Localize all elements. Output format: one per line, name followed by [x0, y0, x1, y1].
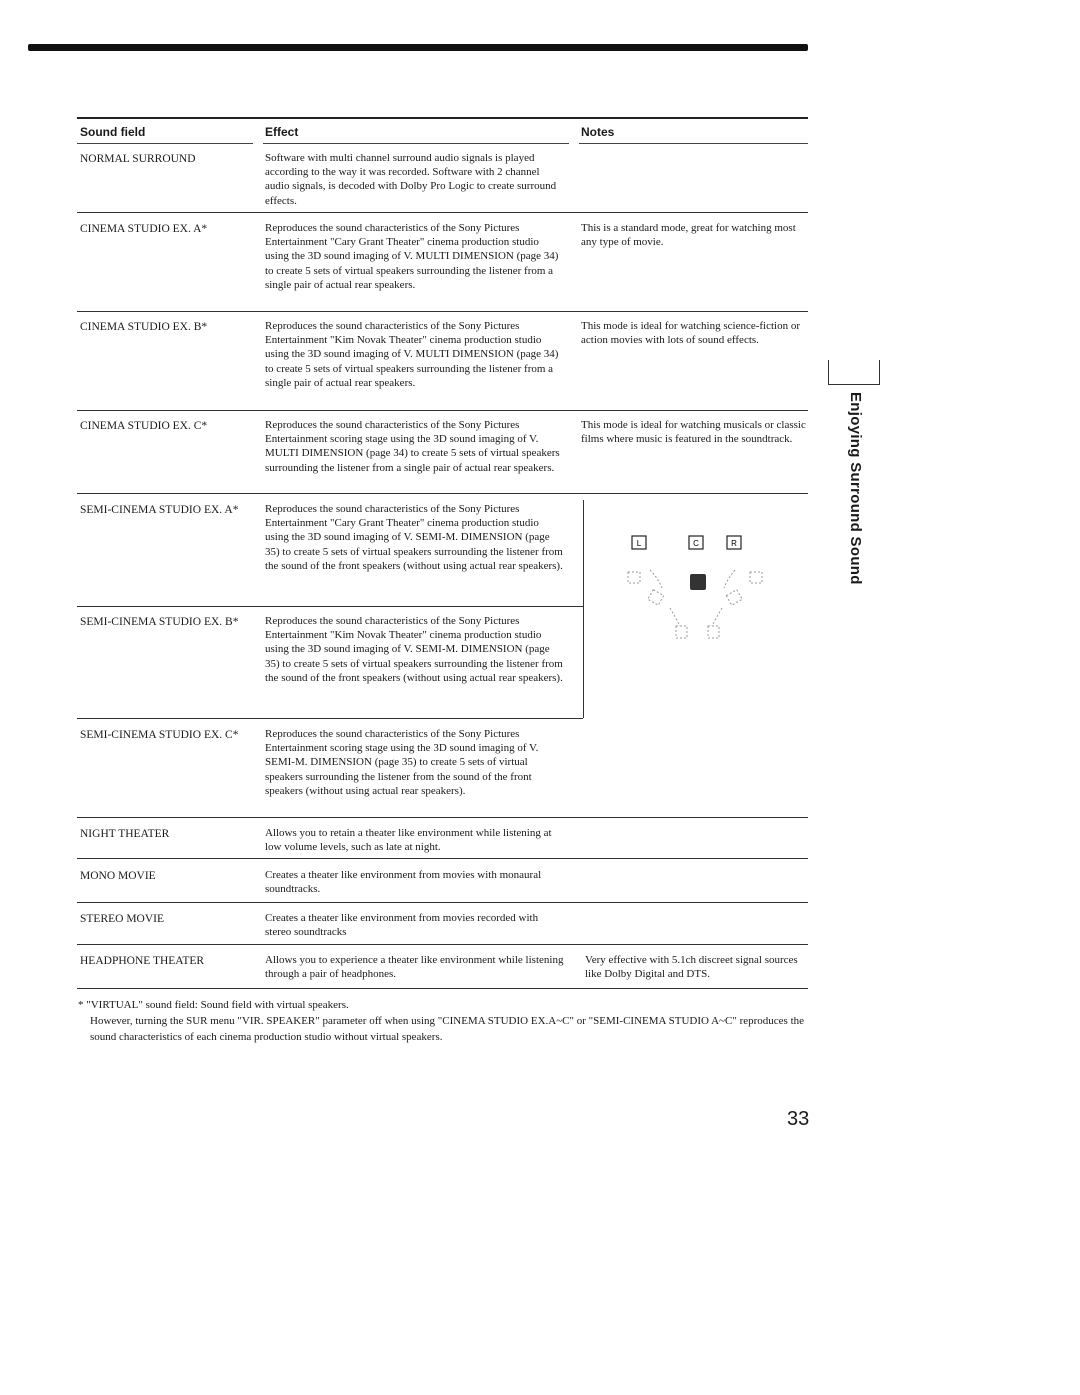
row-divider	[77, 944, 808, 945]
row-cinema-b-name: CINEMA STUDIO EX. B*	[80, 321, 208, 333]
row-cinema-b-effect: Reproduces the sound characteristics of the Sony Pictures Entertainment "Kim Novak Theater" cinema production studio using the 3D sound imaging of V. MULTI DIMENSION (page 34) to create 5 sets of virtual speakers surrounding the listener from a single pair of actual rear speakers.	[265, 320, 559, 389]
row-divider	[77, 902, 808, 903]
row-semi-a-effect: Reproduces the sound characteristics of the Sony Pictures Entertainment "Cary Grant Theater" cinema production studio using the 3D sound imaging of V. SEMI-M. DIMENSION (page 35) to create 5 sets of virtual speakers surrounding the listener from the sound of the front speakers (without using actual rear speakers).	[265, 503, 563, 572]
row-divider	[77, 817, 808, 818]
row-divider	[77, 311, 808, 312]
table-top-rule	[77, 117, 808, 119]
row-night-theater-name: NIGHT THEATER	[80, 828, 170, 840]
row-mono-movie-effect: Creates a theater like environment from movies with monaural soundtracks.	[265, 869, 542, 896]
footnote	[78, 997, 813, 1045]
row-stereo-movie-effect: Creates a theater like environment from movies recorded with stereo soundtracks	[265, 912, 539, 939]
row-cinema-a-effect: Reproduces the sound characteristics of the Sony Pictures Entertainment "Cary Grant Theater" cinema production studio using the 3D sound imaging of V. MULTI DIMENSION (page 34) to create 5 sets of virtual speakers surrounding the listener from a single pair of actual rear speakers.	[265, 222, 559, 291]
row-divider	[77, 493, 808, 494]
chapter-title: Enjoying Surround Sound	[847, 392, 864, 585]
row-cinema-c-name: CINEMA STUDIO EX. C*	[80, 420, 208, 432]
table-bottom-rule	[77, 988, 808, 989]
header-underline	[77, 143, 253, 144]
row-cinema-a-note: This is a standard mode, great for watching most any type of movie.	[581, 222, 796, 249]
row-normal-surround-name: NORMAL SURROUND	[80, 153, 196, 165]
row-cinema-c-note: This mode is ideal for watching musicals or classic films where music is featured in the soundtrack.	[581, 419, 806, 446]
row-mono-movie-name: MONO MOVIE	[80, 870, 156, 882]
notes-column-divider	[583, 500, 584, 718]
listener-icon	[690, 574, 706, 590]
row-headphone-theater-note: Very effective with 5.1ch discreet signal sources like Dolby Digital and DTS.	[585, 954, 798, 981]
row-headphone-theater-name: HEADPHONE THEATER	[80, 955, 205, 967]
header-sound-field: Sound field	[80, 125, 146, 139]
virtual-speaker-icon	[648, 590, 664, 606]
row-divider	[77, 858, 808, 859]
virtual-speaker-icon	[726, 590, 742, 606]
row-semi-a-name: SEMI-CINEMA STUDIO EX. A*	[80, 504, 239, 516]
row-divider	[77, 606, 583, 607]
virtual-speaker-icon	[750, 572, 762, 583]
footnote-line-2: However, turning the SUR menu "VIR. SPEAKER" parameter off when using "CINEMA STUDIO EX.A~C" or "SEMI-CINEMA STUDIO A~C" reproduces the sound characteristics of each cinema production studio without virtual speakers.	[90, 1015, 805, 1043]
row-semi-b-effect: Reproduces the sound characteristics of the Sony Pictures Entertainment "Kim Novak Theater" cinema production studio using the 3D sound imaging of V. SEMI-M. DIMENSION (page 35) to create 5 sets of virtual speakers surrounding the listener from the sound of the front speakers (without using actual rear speakers).	[265, 615, 563, 684]
chapter-tab-marker	[828, 360, 880, 385]
row-divider	[77, 410, 808, 411]
speaker-layout-diagram	[610, 530, 780, 650]
page-number: 33	[787, 1108, 810, 1130]
row-night-theater-effect: Allows you to retain a theater like environment while listening at low volume levels, such as late at night.	[265, 827, 552, 854]
speaker-label-c: C	[693, 539, 699, 548]
row-semi-c-effect: Reproduces the sound characteristics of the Sony Pictures Entertainment scoring stage using the 3D sound imaging of V. SEMI-M. DIMENSION (page 35) to create 5 sets of virtual speakers surrounding the listener from the sound of the front speakers (without using actual rear speakers).	[265, 728, 539, 797]
row-divider	[77, 718, 583, 719]
row-headphone-theater-effect: Allows you to experience a theater like environment while listening through a pair of headphones.	[265, 954, 564, 981]
virtual-speaker-icon	[676, 626, 687, 638]
speaker-diagram-svg	[610, 530, 780, 650]
virtual-speaker-icon	[708, 626, 719, 638]
header-notes: Notes	[581, 125, 615, 139]
chapter-side-label	[836, 392, 866, 585]
row-stereo-movie-name: STEREO MOVIE	[80, 913, 165, 925]
speaker-label-r: R	[731, 539, 737, 548]
row-divider	[77, 212, 808, 213]
header-underline	[263, 143, 569, 144]
row-normal-surround-effect: Software with multi channel surround audio signals is played according to the way it was recorded. Software with 2 channel audio signals, is decoded with Dolby Pro Logic to create surround effects.	[265, 152, 557, 207]
speaker-label-l: L	[636, 539, 642, 548]
top-rule	[28, 44, 808, 51]
header-effect: Effect	[265, 125, 299, 139]
row-cinema-a-name: CINEMA STUDIO EX. A*	[80, 223, 208, 235]
row-cinema-c-effect: Reproduces the sound characteristics of the Sony Pictures Entertainment scoring stage using the 3D sound imaging of V. MULTI DIMENSION (page 34) to create 5 sets of virtual speakers surrounding the listener from a single pair of actual rear speakers.	[265, 419, 560, 474]
row-semi-b-name: SEMI-CINEMA STUDIO EX. B*	[80, 616, 239, 628]
row-cinema-b-note: This mode is ideal for watching science-fiction or action movies with lots of sound effects.	[581, 320, 801, 347]
header-underline	[579, 143, 808, 144]
row-semi-c-name: SEMI-CINEMA STUDIO EX. C*	[80, 729, 239, 741]
virtual-speaker-icon	[628, 572, 640, 583]
footnote-line-1: * "VIRTUAL" sound field: Sound field with virtual speakers.	[78, 999, 349, 1011]
